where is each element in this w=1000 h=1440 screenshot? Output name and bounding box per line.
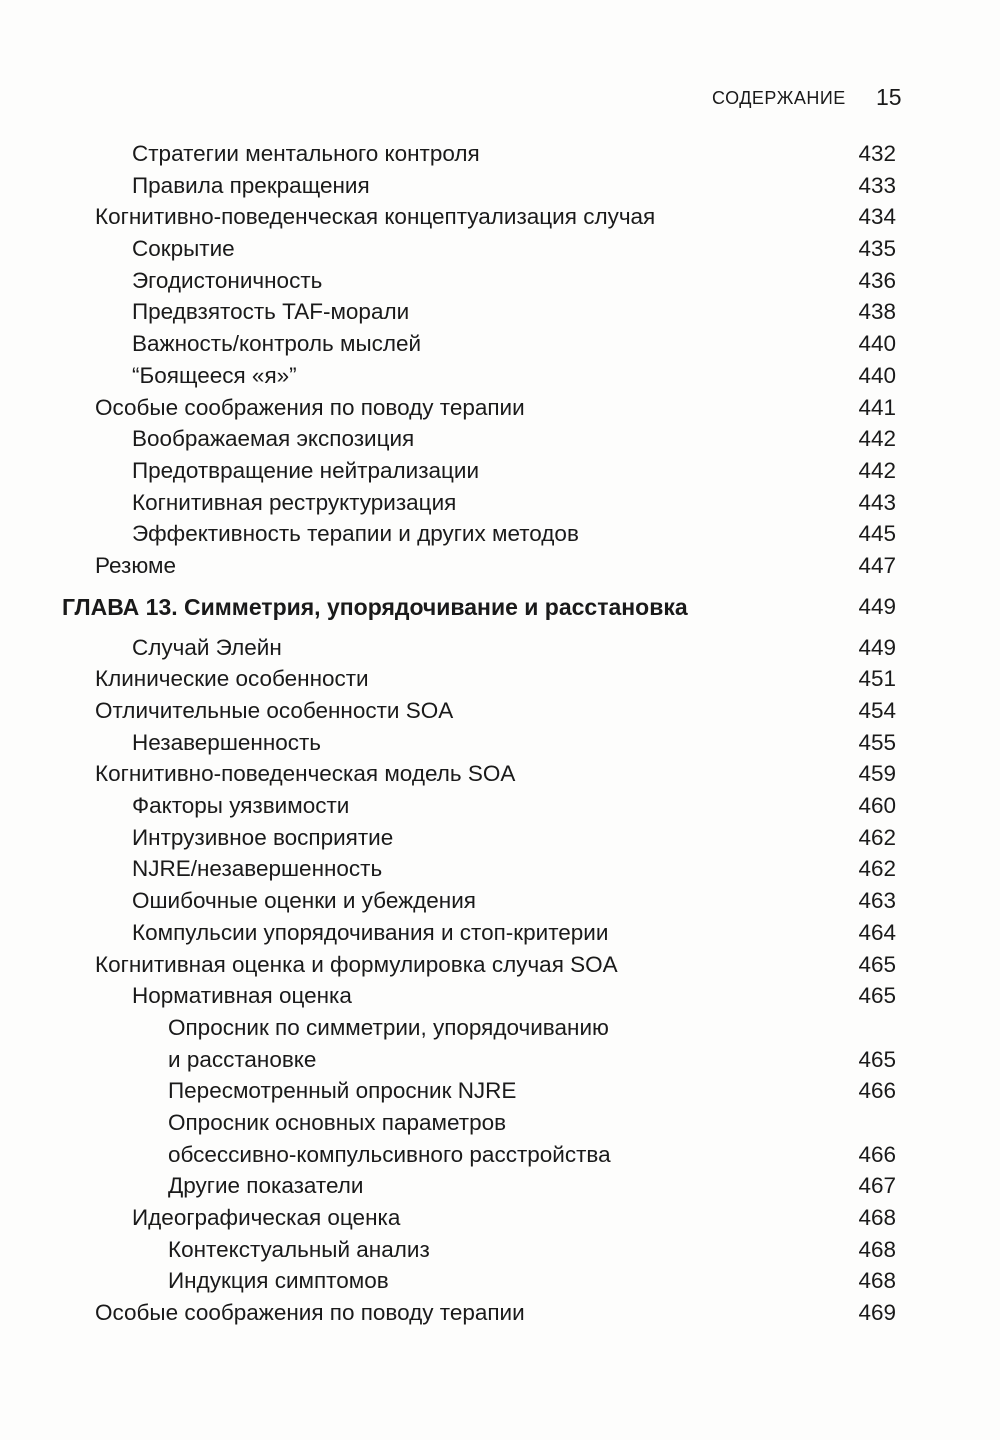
toc-entry xyxy=(0,758,1000,790)
toc-entry-title: Ошибочные оценки и убеждения xyxy=(132,888,476,914)
toc-entry-title: Контекстуальный анализ xyxy=(168,1236,430,1262)
toc-entry xyxy=(0,1044,1000,1076)
toc-entry-page: 465 xyxy=(858,983,896,1009)
table-of-contents xyxy=(0,138,1000,1329)
toc-entry xyxy=(0,328,1000,360)
toc-entry-title: Отличительные особенности SOA xyxy=(95,698,454,723)
toc-entry-title: Эгодистоничность xyxy=(132,267,323,293)
toc-entry-page: 467 xyxy=(858,1173,896,1199)
toc-entry-page: 435 xyxy=(858,236,896,262)
toc-entry-page: 465 xyxy=(858,1046,896,1072)
toc-entry xyxy=(0,296,1000,328)
toc-entry xyxy=(0,233,1000,265)
toc-entry xyxy=(0,170,1000,202)
toc-entry-title: Другие показатели xyxy=(168,1173,364,1199)
toc-entry-title: Когнитивная оценка и формулировка случая SOA xyxy=(95,951,618,977)
toc-entry-title: Опросник по симметрии, упорядочиванию xyxy=(168,1014,609,1040)
toc-entry-title: Воображаемая экспозиция xyxy=(132,426,415,452)
toc-entry-title: Идеографическая оценка xyxy=(132,1205,401,1230)
toc-entry xyxy=(0,1107,1000,1139)
toc-entry-page: 469 xyxy=(858,1300,896,1326)
toc-entry-page: 433 xyxy=(858,172,896,198)
toc-entry-page: 466 xyxy=(858,1078,896,1104)
toc-entry-title: Предвзятость TAF-морали xyxy=(132,299,410,325)
toc-entry xyxy=(0,1170,1000,1202)
toc-entry xyxy=(0,360,1000,392)
toc-entry xyxy=(0,695,1000,727)
toc-entry xyxy=(0,853,1000,885)
running-title: СОДЕРЖАНИЕ xyxy=(712,88,846,108)
toc-entry-page: 465 xyxy=(858,951,896,977)
toc-entry-title: Индукция симптомов xyxy=(168,1268,389,1294)
toc-entry-page: 464 xyxy=(858,919,896,945)
toc-entry-page: 455 xyxy=(858,729,896,755)
toc-entry xyxy=(0,727,1000,759)
toc-entry-title: Когнитивная реструктуризация xyxy=(132,489,457,515)
toc-entry-page: 462 xyxy=(858,824,896,850)
toc-entry xyxy=(0,980,1000,1012)
toc-entry-title: Пересмотренный опросник NJRE xyxy=(168,1078,517,1104)
toc-entry-title: Стратегии ментального контроля xyxy=(132,141,480,166)
toc-entry xyxy=(0,201,1000,233)
toc-entry xyxy=(0,487,1000,519)
toc-entry-title: Нормативная оценка xyxy=(132,983,352,1009)
toc-entry-page: 445 xyxy=(858,521,896,547)
toc-entry-page: 434 xyxy=(858,204,896,230)
toc-entry-page: 443 xyxy=(858,489,896,515)
toc-entry xyxy=(0,790,1000,822)
toc-entry-title: ГЛАВА 13. Симметрия, упорядочивание и расстановка xyxy=(62,593,688,620)
toc-entry-page: 454 xyxy=(858,698,896,723)
toc-entry xyxy=(0,392,1000,424)
toc-entry-title: Правила прекращения xyxy=(132,172,370,198)
toc-chapter-heading xyxy=(0,582,1000,632)
toc-entry xyxy=(0,1012,1000,1044)
toc-entry-page: 466 xyxy=(858,1141,896,1167)
toc-entry-title: “Боящееся «я»” xyxy=(132,362,297,388)
toc-entry xyxy=(0,885,1000,917)
toc-entry xyxy=(0,1265,1000,1297)
running-head xyxy=(0,84,1000,114)
toc-entry-title: Когнитивно-поведенческая модель SOA xyxy=(95,761,516,787)
toc-entry-page: 440 xyxy=(858,331,896,357)
toc-entry xyxy=(0,265,1000,297)
toc-entry xyxy=(0,1234,1000,1266)
toc-entry-page: 463 xyxy=(858,888,896,914)
toc-entry-page: 438 xyxy=(858,299,896,325)
toc-entry xyxy=(0,423,1000,455)
toc-entry-title: Резюме xyxy=(95,552,176,578)
toc-entry-title: Эффективность терапии и других методов xyxy=(132,521,579,547)
toc-entry xyxy=(0,917,1000,949)
toc-entry-title: Опросник основных параметров xyxy=(168,1109,507,1135)
toc-entry-page: 441 xyxy=(858,394,896,420)
toc-entry-page: 449 xyxy=(858,634,896,660)
toc-entry-title: Особые соображения по поводу терапии xyxy=(95,394,525,420)
toc-entry-title: Случай Элейн xyxy=(132,634,282,660)
toc-entry xyxy=(0,949,1000,981)
toc-entry-title: Незавершенность xyxy=(132,729,322,755)
toc-entry-page: 468 xyxy=(858,1205,896,1230)
toc-entry xyxy=(0,1139,1000,1171)
toc-entry xyxy=(0,822,1000,854)
toc-entry-page: 468 xyxy=(858,1236,896,1262)
toc-entry-title: Сокрытие xyxy=(132,236,235,262)
toc-entry-page: 462 xyxy=(858,856,896,882)
toc-entry-page: 468 xyxy=(858,1268,896,1294)
toc-entry-title: и расстановке xyxy=(168,1046,317,1072)
toc-entry-title: Интрузивное восприятие xyxy=(132,824,394,850)
toc-entry-title: Особые соображения по поводу терапии xyxy=(95,1300,525,1326)
toc-entry-title: обсессивно-компульсивного расстройства xyxy=(168,1141,611,1167)
toc-entry-title: Предотвращение нейтрализации xyxy=(132,457,480,483)
toc-entry-page: 432 xyxy=(858,141,896,166)
toc-entry-page: 440 xyxy=(858,362,896,388)
toc-entry xyxy=(0,1297,1000,1329)
toc-entry-page: 460 xyxy=(858,793,896,819)
toc-entry-title: Когнитивно-поведенческая концептуализация случая xyxy=(95,204,656,230)
toc-entry xyxy=(0,663,1000,695)
toc-entry-title: Важность/контроль мыслей xyxy=(132,331,422,357)
toc-entry xyxy=(0,455,1000,487)
toc-entry-page: 436 xyxy=(858,267,896,293)
toc-entry-page: 459 xyxy=(858,761,896,787)
toc-entry-page: 451 xyxy=(858,666,896,692)
toc-entry-page: 449 xyxy=(858,593,896,619)
toc-entry-title: Факторы уязвимости xyxy=(132,793,350,819)
toc-entry xyxy=(0,550,1000,582)
toc-entry xyxy=(0,632,1000,664)
toc-entry-page: 447 xyxy=(858,552,896,578)
toc-entry-title: Компульсии упорядочивания и стоп-критерии xyxy=(132,919,609,945)
toc-entry xyxy=(0,138,1000,170)
toc-entry-page: 442 xyxy=(858,457,896,483)
toc-entry-title: Клинические особенности xyxy=(95,666,369,692)
toc-entry xyxy=(0,1075,1000,1107)
toc-entry xyxy=(0,1202,1000,1234)
toc-entry-title: NJRE/незавершенность xyxy=(132,856,383,882)
toc-entry-page: 442 xyxy=(858,426,896,452)
toc-entry xyxy=(0,518,1000,550)
page-number: 15 xyxy=(876,84,902,110)
